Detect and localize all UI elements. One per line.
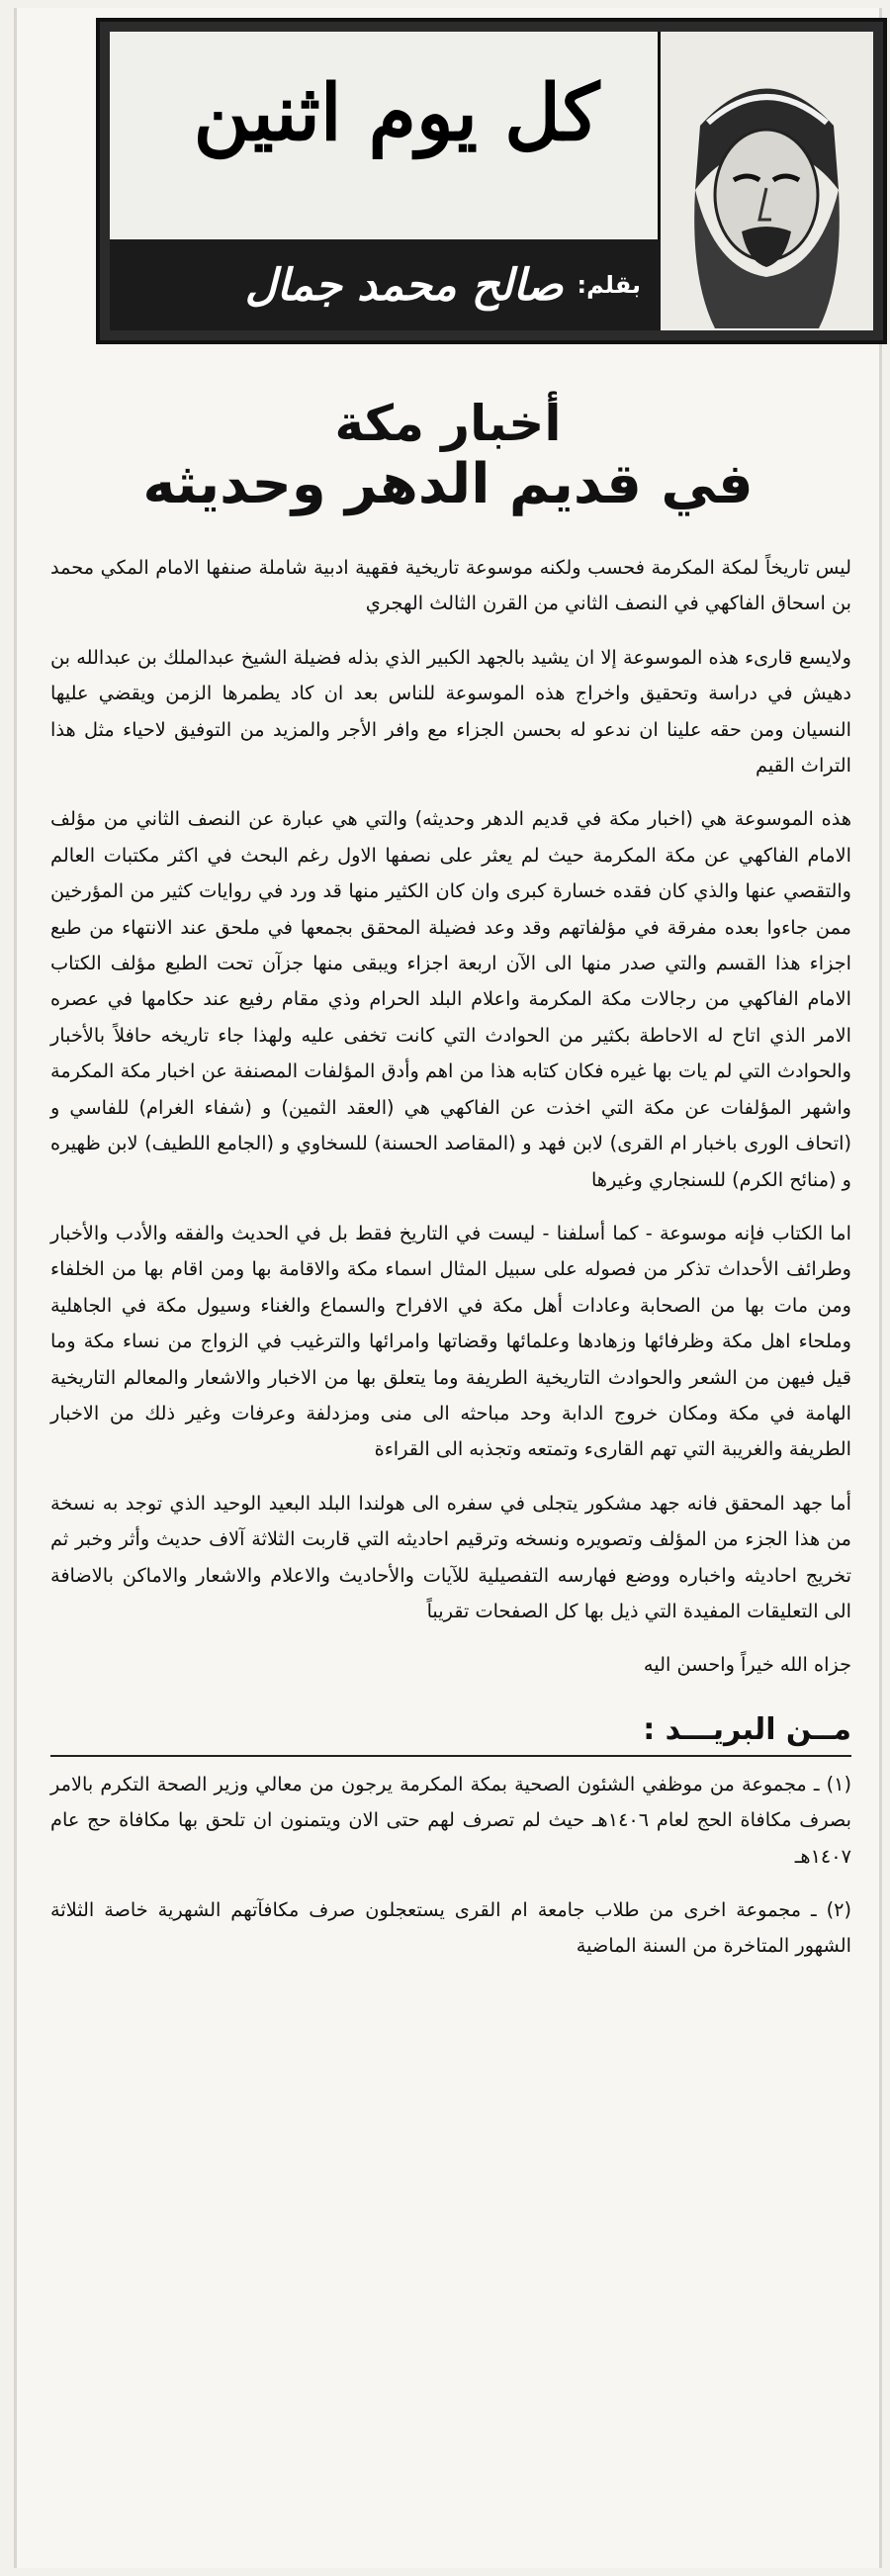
paragraph-5: أما جهد المحقق فانه جهد مشكور يتجلى في سفره الى هولندا البلد البعيد الوحيد الذي توجد به نسخة من هذا الجزء من المؤلف وتصويره ونسخه وترقيم احاديثه التي قاربت الثلاثة آلاف حديث وأثر وخبر ثم تخريج احاديثه واخباره ووضع فهارسه التفصيلية للآيات والأحاديث والاعلام والاشعار والاماكن بالاضافة الى التعليقات المفيدة التي ذيل بها كل الصفحات تقريباً [50, 1491, 851, 1622]
headline-line-2: في قديم الدهر وحديثه [142, 451, 754, 516]
headline-line-1: أخبار مكة [334, 395, 562, 452]
paragraph-2: ولايسع قارىء هذه الموسوعة إلا ان يشيد بالجهد الكبير الذي بذله فضيلة الشيخ عبدالملك بن عبدالله بن دهيش في دراسة وتحقيق واخراج هذه الموسوعة للناس بعد ان كاد يطمرها الزمن ويقضي عليها النسيان ومن حقه علينا ان ندعو له بحسن الجزاء مع وافر الأجر والمزيد من التوفيق لاحياء مثل هذا التراث القيم [50, 645, 851, 778]
mail-heading: مــن البريـــد : [643, 1711, 851, 1747]
paragraph-1: ليس تاريخاً لمكة المكرمة فحسب ولكنه موسوعة تاريخية فقهية ادبية شاملة صنفها الامام المكي محمد بن اسحاق الفاكهي في النصف الثاني من القرن الثالث الهجري [50, 556, 851, 615]
paragraph-3: هذه الموسوعة هي (اخبار مكة في قديم الدهر وحديثه) والتي هي عبارة عن النصف الثاني من مؤلف الامام الفاكهي عن مكة المكرمة حيث لم يعثر على نصفها الاول رغم البحث في اكثر مكتبات العالم والتقصي عنها والذي كان فقده خسارة كبرى وان كان الكثير منها قد ورد في روايات كثير من المؤرخين ممن جاءوا بعده مفرقة في مؤلفاتهم وقد وعد فضيلة المحقق بجمعها في ملحق عند الانتهاء من طبع اجزاء هذا القسم والتي صدر منها الى الآن اربعة اجزاء ويبقى منها جزآن تحت الطبع مؤلف الكتاب الامام الفاكهي من رجالات مكة المكرمة واعلام البلد الحرام وذي مقام رفيع عند حكامها في عصره الامر الذي اتاح له الاحاطة بكثير من الحوادث التي كانت تخفى عليه ولهذا جاء تاريخه حافلاً بالأخبار والحوادث التي لم يات بها غيره فكان كتابه هذا من اهم وأدق المؤلفات المصنفة عن اخبار مكة المكرمة واشهر المؤلفات عن مكة التي اخذت عن الفاكهي هي (العقد الثمين) و (شفاء الغرام) للفاسي و (اتحاف الورى باخبار ام القرى) لابن فهد و (المقاصد الحسنة) للسخاوي و (الجامع اللطيف) لابن ظهيره و (منائح الكرم) للسنجاري وغيرها [50, 807, 851, 1191]
banner-inner [110, 32, 873, 330]
byline-label: بقلم: [577, 271, 641, 299]
mail-divider [50, 1755, 851, 1757]
mail-item-2: (٢) ـ مجموعة اخرى من طلاب جامعة ام القرى يستعجلون صرف مكافآتهم الشهرية خاصة الثلاثة الشهور المتاخرة من السنة الماضية [50, 1898, 851, 1958]
mail-item-1: (١) ـ مجموعة من موظفي الشئون الصحية بمكة المكرمة يرجون من معالي وزير الصحة التكرم بالامر بصرف مكافاة الحج لعام ١٤٠٦هـ حيث لم تصرف لهم حتى الان ويتمنون ان تلحق بها مكافاة حج عام ١٤٠٧هـ [50, 1772, 851, 1868]
author-portrait [658, 32, 873, 328]
newspaper-clipping [14, 8, 882, 2568]
author-portrait-drawing [661, 32, 873, 328]
paragraph-6: جزاه الله خيراً واحسن اليه [643, 1653, 851, 1677]
author-name: صالح محمد جمال [244, 259, 564, 311]
byline-bar [110, 239, 661, 330]
paragraph-4: اما الكتاب فإنه موسوعة - كما أسلفنا - ليست في التاريخ فقط بل في الحديث والفقه والأدب والأخبار وطرائف الأحداث تذكر من فصوله على سبيل المثال اسماء مكة والاقامة بها ومن اقام بها من الخلفاء ومن مات بها من الصحابة وعادات أهل مكة في الافراح والسماع والغناء وسيول مكة في الجاهلية وملحاء اهل مكة وظرفائها وزهادها وعلمائها وقضاتها وامرائها والترغيب في الزواج من نساء مكة وما قيل فيهن من الشعر والحوادث التاريخية الطريفة وما يتعلق بها من الاخبار والاشعار والمعالم التاريخية الهامة في مكة ومكان خروج الدابة وحد مباحثه الى منى ومزدلفة وعرفات وغير ذلك من الاخبار الطريفة والغريبة التي تهم القارىء وتمتعه وتجذبه الى القراءة [50, 1221, 851, 1461]
article-body [50, 550, 851, 1965]
column-banner [96, 18, 887, 344]
column-title: كل يوم اثنين [193, 68, 600, 158]
headline [37, 396, 859, 516]
